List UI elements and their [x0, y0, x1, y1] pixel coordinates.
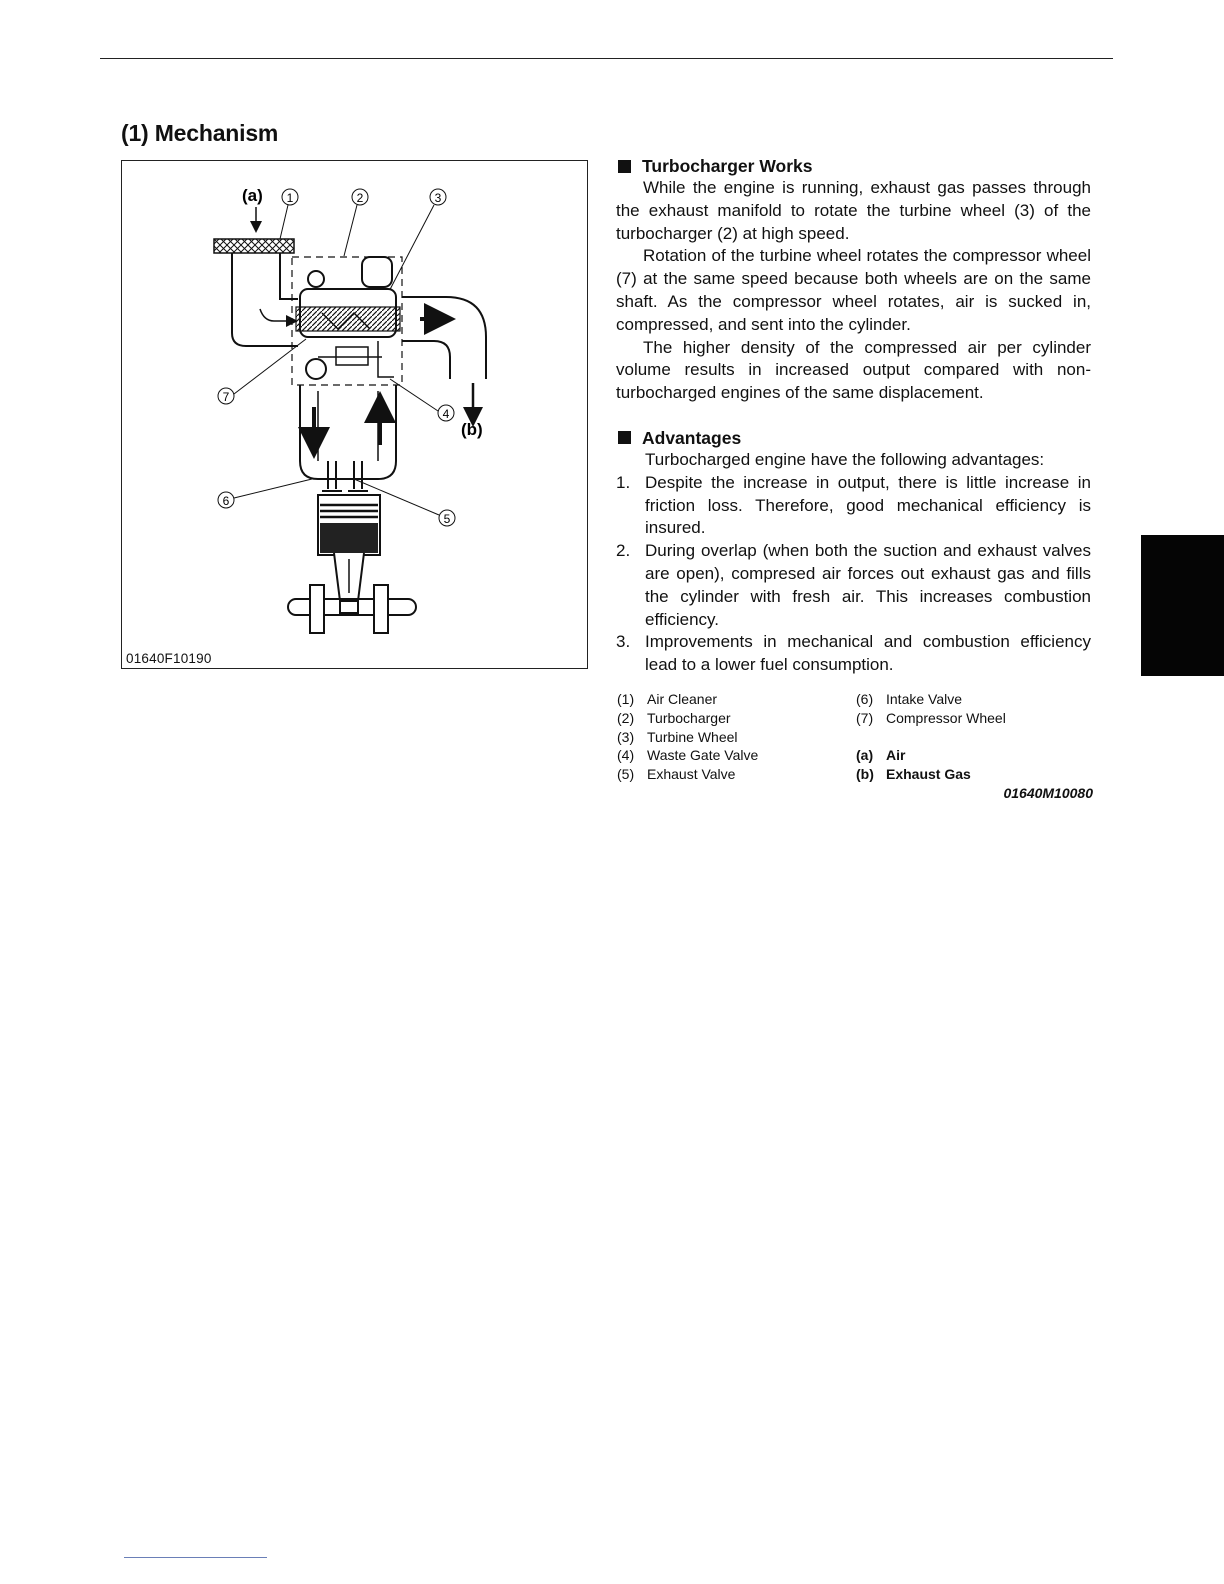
header-rule: [100, 58, 1113, 59]
list-item-number: 3.: [616, 632, 631, 652]
legend-column-left: [617, 690, 856, 784]
turbo-heading-text: Turbocharger Works: [642, 156, 813, 176]
legend-column-right: [856, 690, 1095, 784]
turbocharger-figure: [121, 160, 588, 669]
callout-1: [282, 189, 298, 205]
turbo-paragraph: Rotation of the turbine wheel rotates the compressor wheel (7) at the same speed because both wheels are on the same shaft. As the compressor wheel rotates, air is sucked in, compressed, and sent into the cylinder.: [616, 246, 1091, 334]
legend-row: (4) Waste Gate Valve: [617, 747, 759, 764]
legend-row: (a) Air: [856, 747, 906, 764]
list-item-text: During overlap (when both the suction and exhaust valves are open), compresed air forces out exhaust gas and fills the cylinder with fresh air. This increases combustion efficiency.: [645, 541, 1091, 629]
svg-text:7: 7: [222, 390, 230, 404]
callout-7: [218, 388, 234, 404]
square-bullet-icon: [618, 160, 631, 173]
legend-row: (2) Turbocharger: [617, 709, 731, 726]
list-item-number: 1.: [616, 472, 631, 492]
svg-text:4: 4: [442, 407, 450, 421]
document-code: 01640M10080: [1003, 784, 1093, 801]
list-item: [616, 540, 1091, 631]
callout-4: [438, 405, 454, 421]
advantages-heading: [616, 427, 1091, 449]
list-item-text: Despite the increase in output, there is little increase in friction loss. Therefore, good mechanical efficiency is insured.: [645, 472, 1091, 538]
callout-2: [352, 189, 368, 205]
legend-row-spacer: [856, 728, 1095, 747]
parts-legend: [617, 690, 1095, 803]
list-item-number: 2.: [616, 541, 631, 561]
legend-row: (6) Intake Valve: [856, 691, 963, 707]
callout-3: [430, 189, 446, 205]
list-item-text: Improvements in mechanical and combustion efficiency lead to a lower fuel consumption.: [645, 632, 1091, 675]
figure-code: 01640F10190: [126, 651, 212, 666]
advantages-list: [616, 472, 1091, 677]
svg-text:1: 1: [286, 191, 294, 205]
svg-text:3: 3: [434, 191, 442, 205]
callout-6: [218, 492, 234, 508]
turbo-paragraph: The higher density of the compressed air per cylinder volume results in increased output compared with non-turbocharged engines of the same displacement.: [616, 337, 1091, 403]
callout-a: (a): [242, 186, 263, 205]
svg-text:5: 5: [443, 512, 451, 526]
list-item: [616, 631, 1091, 677]
svg-text:2: 2: [356, 191, 364, 205]
legend-row: (3) Turbine Wheel: [617, 728, 738, 745]
legend-row: (b) Exhaust Gas: [856, 766, 971, 783]
text-column: [616, 155, 1091, 677]
turbo-paragraph: While the engine is running, exhaust gas passes through the exhaust manifold to rotate the turbine wheel (3) of the turbocharger (2) at high speed.: [616, 178, 1091, 243]
legend-row: (5) Exhaust Valve: [617, 766, 736, 783]
callout-5: [439, 510, 455, 526]
square-bullet-icon: [618, 431, 631, 444]
turbocharger-diagram: [122, 161, 589, 670]
legend-row: (1) Air Cleaner: [617, 691, 718, 707]
list-item: [616, 472, 1091, 540]
svg-text:6: 6: [222, 494, 230, 508]
section-thumb-tab: [1141, 535, 1224, 676]
callout-b: (b): [461, 420, 483, 439]
advantages-heading-text: Advantages: [642, 427, 742, 448]
turbo-heading: [616, 155, 1091, 177]
legend-row: (7) Compressor Wheel: [856, 709, 1006, 726]
section-title: (1) Mechanism: [121, 120, 279, 146]
footer-rule: [124, 1557, 267, 1558]
advantages-intro: Turbocharged engine have the following advantages:: [645, 449, 1045, 469]
